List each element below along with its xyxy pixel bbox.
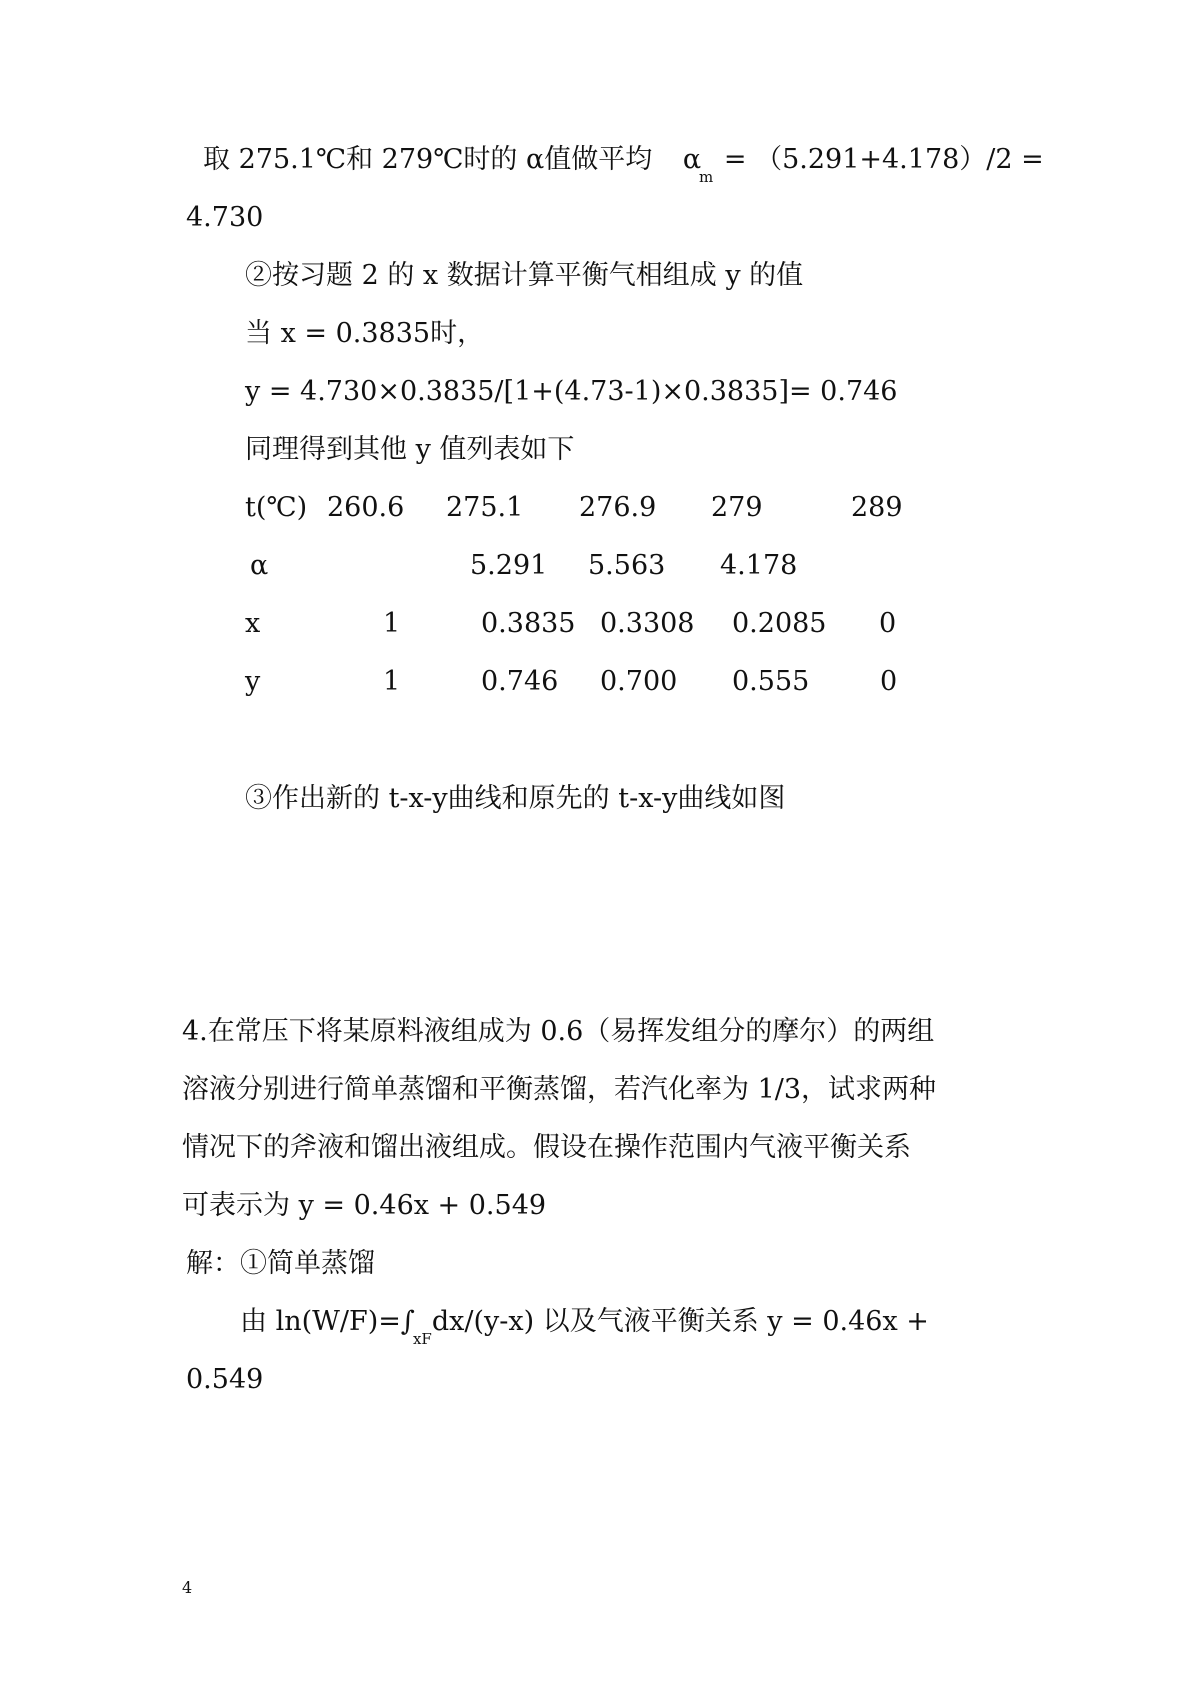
table-row-y-label: y (245, 666, 261, 697)
text-step-3-heading: ③作出新的 t-x-y曲线和原先的 t-x-y曲线如图 (245, 783, 786, 814)
table-cell: 275.1 (446, 492, 524, 523)
alpha-subscript: m (699, 168, 714, 186)
table-cell: 0.2085 (732, 608, 827, 639)
text-equation-continuation: 0.549 (186, 1364, 264, 1395)
integral-lower-limit: xF (412, 1330, 432, 1348)
text-integral-relation (240, 1306, 929, 1348)
table-cell: 1 (383, 608, 401, 639)
table-cell: 0 (880, 666, 898, 697)
problem-4-line-4: 可表示为 y = 0.46x + 0.549 (182, 1190, 547, 1221)
problem-4-line-1: 4.在常压下将某原料液组成为 0.6（易挥发组分的摩尔）的两组 (182, 1016, 935, 1047)
text-table-intro: 同理得到其他 y 值列表如下 (245, 434, 575, 465)
table-cell: 260.6 (327, 492, 405, 523)
text-integrand: dx/(y-x) 以及气液平衡关系 y = 0.46x + (431, 1306, 929, 1337)
table-cell: 289 (851, 492, 903, 523)
text-step-2-heading: ②按习题 2 的 x 数据计算平衡气相组成 y 的值 (245, 260, 804, 291)
table-cell: 276.9 (579, 492, 657, 523)
table-cell: 279 (711, 492, 763, 523)
table-row-x-label: x (245, 608, 261, 639)
page-number: 4 (182, 1578, 193, 1597)
text-average-alpha: 取 275.1℃和 279℃时的 α值做平均 (203, 144, 653, 175)
integral-symbol: ∫ (400, 1306, 415, 1337)
table-cell: 4.178 (720, 550, 798, 581)
problem-4-line-2: 溶液分别进行简单蒸馏和平衡蒸馏，若汽化率为 1/3，试求两种 (182, 1074, 937, 1105)
table-cell: 0.746 (481, 666, 559, 697)
table-cell: 5.563 (588, 550, 666, 581)
text-ln-ratio: 由 ln(W/F)= (240, 1306, 401, 1337)
table-cell: 0.3308 (600, 608, 695, 639)
table-row-alpha-label: α (250, 550, 269, 581)
text-when-x: 当 x = 0.3835时， (245, 318, 485, 349)
text-line-average-alpha (203, 144, 1044, 186)
table-cell: 0.555 (732, 666, 810, 697)
solution-heading: 解：①简单蒸馏 (186, 1248, 375, 1279)
table-cell: 0.700 (600, 666, 678, 697)
table-cell: 0.3835 (481, 608, 576, 639)
problem-4-line-3: 情况下的斧液和馏出液组成。假设在操作范围内气液平衡关系 (182, 1132, 911, 1163)
text-y-calculation: y = 4.730×0.3835/[1+(4.73-1)×0.3835]= 0.746 (245, 376, 898, 407)
text-average-formula: = （5.291+4.178）/2 = (723, 144, 1044, 175)
alpha-symbol: α (682, 144, 702, 175)
table-cell: 1 (383, 666, 401, 697)
text-average-result: 4.730 (186, 202, 264, 233)
table-cell: 0 (879, 608, 897, 639)
table-row-t-label: t(℃) (245, 492, 308, 523)
table-cell: 5.291 (470, 550, 548, 581)
